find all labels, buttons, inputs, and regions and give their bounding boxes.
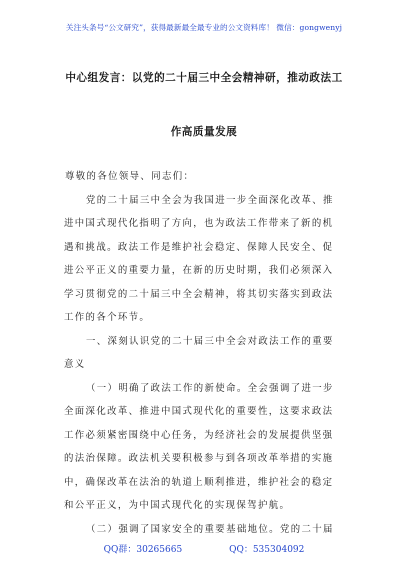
section-heading: 一、深刻认识党的二十届三中全会对政法工作的重要 <box>86 335 334 347</box>
footer-qq-group: QQ群：30265665 <box>103 545 183 555</box>
body-line: 进中国式现代化指明了方向，也为政法工作带来了新的机 <box>64 218 334 229</box>
body-line: 全面深化改革、推进中国式现代化的重要性，这要求政法 <box>64 406 334 417</box>
body-line: 进公平正义的重要力量，在新的历史时期，我们必须深入 <box>64 265 334 276</box>
body-line: 遇和挑战。政法工作是维护社会稳定、保障人民安全、促 <box>64 241 334 253</box>
footer-qq: QQ：535304092 <box>229 545 305 555</box>
body-line: 的法治保障。政法机关要积极参与到各项改革举措的实施 <box>64 453 334 464</box>
body-line: 尊敬的各位领导、同志们： <box>65 171 195 182</box>
body-line: 工作的各个环节。 <box>64 312 151 323</box>
body-line: 中，确保改革在法治的轨道上顺利推进，维护社会的稳定 <box>64 476 334 488</box>
footer <box>0 542 408 555</box>
body-line: 学习贯彻党的二十届三中全会精神，将其切实落实到政法 <box>64 288 334 300</box>
body-line: 党的二十届三中全会为我国进一步全面深化改革、推 <box>86 194 334 206</box>
header-note: 关注头条号“公文研究”，获得最新最全最专业的公文资料库！ 微信：gongwenyj <box>65 23 343 32</box>
body-line: （一）明确了政法工作的新使命。全会强调了进一步 <box>86 382 334 394</box>
section-heading: 意义 <box>64 359 86 370</box>
body-line: （二）强调了国家安全的重要基础地位。党的二十届 <box>86 523 334 535</box>
document-title-line-1: 中心组发言：以党的二十届三中全会精神研，推动政法工 <box>65 72 343 84</box>
document-title-line-2: 作高质量发展 <box>170 126 238 138</box>
body-line: 和公平正义，为中国式现代化的实现保驾护航。 <box>64 500 291 511</box>
body-line: 工作必须紧密围绕中心任务，为经济社会的发展提供坚强 <box>64 429 334 441</box>
